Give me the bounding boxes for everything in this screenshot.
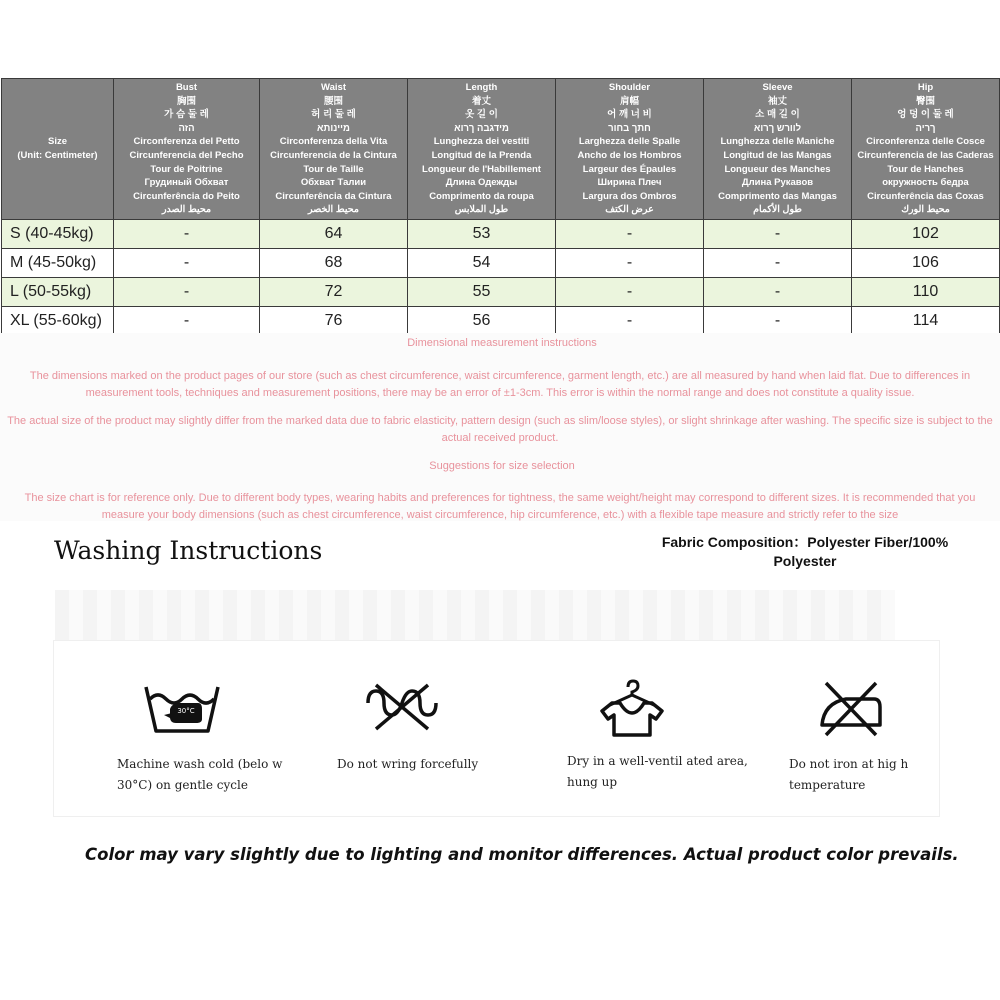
length-value-cell: 55 bbox=[408, 277, 556, 306]
header-line: طول الأكمام bbox=[753, 204, 802, 216]
do-not-iron-icon bbox=[812, 679, 892, 739]
header-line: Larghezza delle Spalle bbox=[578, 136, 681, 148]
header-line: לוורש ךרוא bbox=[753, 122, 802, 134]
header-line: Circonferenza delle Cosce bbox=[866, 136, 985, 148]
measurement-instructions-title: Dimensional measurement instructions bbox=[407, 337, 597, 349]
header-line: عرض الكتف bbox=[605, 204, 654, 216]
shoulder-value-cell: - bbox=[556, 306, 704, 335]
header-line: 臀围 bbox=[915, 95, 935, 107]
header-line: חתך בחור bbox=[608, 122, 651, 134]
care-item-no-wring bbox=[337, 641, 517, 816]
header-line: Longitud de la Prenda bbox=[431, 149, 532, 161]
size-suggestions-title: Suggestions for size selection bbox=[429, 460, 575, 472]
header-line: Circunferencia de la Cintura bbox=[270, 149, 397, 161]
header-line: מיינותא bbox=[317, 122, 350, 134]
bust-value-cell: - bbox=[114, 277, 260, 306]
measurement-instructions-text: The dimensions marked on the product pages of our store (such as chest circumference, waist circumference, garment length, etc.) are all measured by hand when laid flat. Due to differences in measurement tools, techniques and measurement positions, there may be an error of ±1-3cm. This error is within the normal range and does not constitute a quality issue. bbox=[29, 370, 971, 399]
header-line: Bust bbox=[175, 82, 198, 93]
care-icons-panel bbox=[53, 640, 940, 817]
sleeve-value-cell: - bbox=[704, 248, 852, 277]
size-label-cell: S (40-45kg) bbox=[2, 219, 114, 248]
sleeve-column-header bbox=[704, 79, 852, 220]
waist-value-cell: 64 bbox=[260, 219, 408, 248]
fabric-composition-line2: Polyester bbox=[773, 553, 837, 569]
header-line: 소 매 길 이 bbox=[755, 109, 800, 121]
machine-wash-cold-icon bbox=[142, 679, 222, 735]
header-line: Circunferência da Cintura bbox=[275, 190, 392, 202]
header-line: Tour de Taille bbox=[303, 163, 364, 175]
header-line: Tour de Hanches bbox=[887, 163, 964, 175]
size-row-m bbox=[2, 248, 1000, 277]
header-line: Lunghezza delle Maniche bbox=[720, 136, 835, 148]
hang-dry-icon bbox=[592, 679, 672, 739]
header-line: מידגבה ךרוא bbox=[454, 122, 509, 134]
sleeve-value-cell: - bbox=[704, 306, 852, 335]
fabric-composition-line1: Fabric Composition：Polyester Fiber/100% bbox=[661, 534, 949, 550]
size-row-s bbox=[2, 219, 1000, 248]
header-line: Обхват Талии bbox=[300, 177, 367, 189]
size-label-cell: L (50-55kg) bbox=[2, 277, 114, 306]
header-line: Ancho de los Hombros bbox=[577, 149, 682, 161]
header-line: Comprimento das Mangas bbox=[718, 190, 837, 202]
header-line: окружность бедра bbox=[882, 177, 969, 189]
header-line: 腰围 bbox=[323, 95, 343, 107]
size-difference-text: The actual size of the product may slightly differ from the marked data due to fabric elasticity, pattern design (such as slim/loose styles), or slight shrinkage after washing. The specific size is subject to the actual received product. bbox=[7, 415, 993, 444]
size-label-cell: XL (55-60kg) bbox=[2, 306, 114, 335]
header-line: 엉 덩 이 둘 레 bbox=[897, 109, 954, 121]
header-line: Hip bbox=[917, 82, 934, 93]
shoulder-value-cell: - bbox=[556, 219, 704, 248]
waist-value-cell: 76 bbox=[260, 306, 408, 335]
length-value-cell: 53 bbox=[408, 219, 556, 248]
hip-value-cell: 106 bbox=[852, 248, 1000, 277]
header-line: Ширина Плеч bbox=[597, 177, 662, 189]
header-line: 胸围 bbox=[176, 95, 196, 107]
header-line: 허 리 둘 레 bbox=[311, 109, 356, 121]
care-caption: Do not wring forcefully bbox=[337, 757, 479, 771]
waist-value-cell: 68 bbox=[260, 248, 408, 277]
header-line: Lunghezza dei vestiti bbox=[433, 136, 530, 148]
header-line: Circunferência das Coxas bbox=[867, 190, 984, 202]
size-row-l bbox=[2, 277, 1000, 306]
shoulder-value-cell: - bbox=[556, 248, 704, 277]
header-line: محيط الورك bbox=[901, 204, 950, 216]
size-column-header: Size (Unit: Centimeter) bbox=[2, 79, 114, 220]
header-line: Circunferência do Peito bbox=[133, 190, 240, 202]
header-line: 肩幅 bbox=[619, 95, 639, 107]
header-line: Sleeve bbox=[762, 82, 793, 93]
washing-instructions-title: Washing Instructions bbox=[54, 536, 323, 565]
size-chart-table bbox=[1, 78, 1000, 336]
header-line: Comprimento da roupa bbox=[429, 190, 534, 202]
bust-value-cell: - bbox=[114, 248, 260, 277]
header-line: 着丈 bbox=[471, 95, 491, 107]
wash-temperature-label: 30°C bbox=[177, 707, 195, 715]
hip-value-cell: 114 bbox=[852, 306, 1000, 335]
hip-column-header bbox=[852, 79, 1000, 220]
care-item-hang-dry bbox=[567, 641, 747, 816]
header-line: Waist bbox=[321, 82, 346, 93]
shoulder-column-header bbox=[556, 79, 704, 220]
header-line: Longitud de las Mangas bbox=[723, 149, 832, 161]
header-line: 어 깨 너 비 bbox=[607, 109, 652, 121]
care-item-machine-wash bbox=[117, 641, 297, 816]
header-line: Длина Рукавов bbox=[741, 177, 814, 189]
header-line: Грудиный Обхват bbox=[144, 177, 229, 189]
header-line: Длина Одежды bbox=[445, 177, 518, 189]
header-line: הזה bbox=[178, 122, 195, 134]
size-label-cell: M (45-50kg) bbox=[2, 248, 114, 277]
header-line: Length bbox=[465, 82, 498, 93]
hip-value-cell: 102 bbox=[852, 219, 1000, 248]
header-line: Longueur de l'Habillement bbox=[422, 163, 541, 175]
header-line: Longueur des Manches bbox=[724, 163, 831, 175]
size-notes-section bbox=[0, 333, 1000, 521]
header-line: Circunferencia de las Caderas bbox=[857, 149, 994, 161]
bust-column-header bbox=[114, 79, 260, 220]
header-line: 袖丈 bbox=[767, 95, 787, 107]
care-caption: Do not iron at hig h temperature bbox=[789, 757, 909, 792]
size-table-header-row bbox=[2, 79, 1000, 220]
bust-value-cell: - bbox=[114, 306, 260, 335]
header-line: Circonferenza della Vita bbox=[279, 136, 388, 148]
header-line: طول الملابس bbox=[454, 204, 509, 216]
shoulder-value-cell: - bbox=[556, 277, 704, 306]
header-line: Largura dos Ombros bbox=[582, 190, 677, 202]
header-line: Circonferenza del Petto bbox=[133, 136, 240, 148]
header-line: Shoulder bbox=[608, 82, 651, 93]
faded-background-banner bbox=[55, 590, 895, 640]
header-line: Tour de Poitrine bbox=[150, 163, 223, 175]
sleeve-value-cell: - bbox=[704, 277, 852, 306]
care-caption: Machine wash cold (belo w 30°C) on gentle cycle bbox=[117, 757, 283, 792]
header-line: Circunferencia del Pecho bbox=[129, 149, 244, 161]
header-line: ךריה bbox=[915, 122, 936, 134]
do-not-wring-icon bbox=[362, 679, 442, 735]
length-column-header bbox=[408, 79, 556, 220]
care-caption: Dry in a well-ventil ated area, hung up bbox=[567, 754, 748, 789]
color-disclaimer: Color may vary slightly due to lighting and monitor differences. Actual product color prevails. bbox=[85, 845, 959, 864]
length-value-cell: 56 bbox=[408, 306, 556, 335]
care-item-no-iron bbox=[787, 641, 967, 816]
header-line: 옷 길 이 bbox=[465, 109, 498, 121]
header-line: محيط الخصر bbox=[308, 204, 359, 216]
hip-value-cell: 110 bbox=[852, 277, 1000, 306]
waist-value-cell: 72 bbox=[260, 277, 408, 306]
sleeve-value-cell: - bbox=[704, 219, 852, 248]
header-line: محيط الصدر bbox=[161, 204, 212, 216]
header-line: 가 슴 둘 레 bbox=[164, 109, 209, 121]
header-line: Largeur des Épaules bbox=[582, 163, 677, 175]
fabric-composition bbox=[640, 533, 970, 571]
size-suggestions-text: The size chart is for reference only. Due to different body types, wearing habits and preferences for tightness, the same weight/height may correspond to different sizes. It is recommended that you measure your body dimensions (such as chest circumference, waist circumference, hip circumference, etc.) with a flexible tape measure and strictly refer to the size bbox=[24, 492, 976, 521]
size-row-xl bbox=[2, 306, 1000, 335]
length-value-cell: 54 bbox=[408, 248, 556, 277]
bust-value-cell: - bbox=[114, 219, 260, 248]
waist-column-header bbox=[260, 79, 408, 220]
